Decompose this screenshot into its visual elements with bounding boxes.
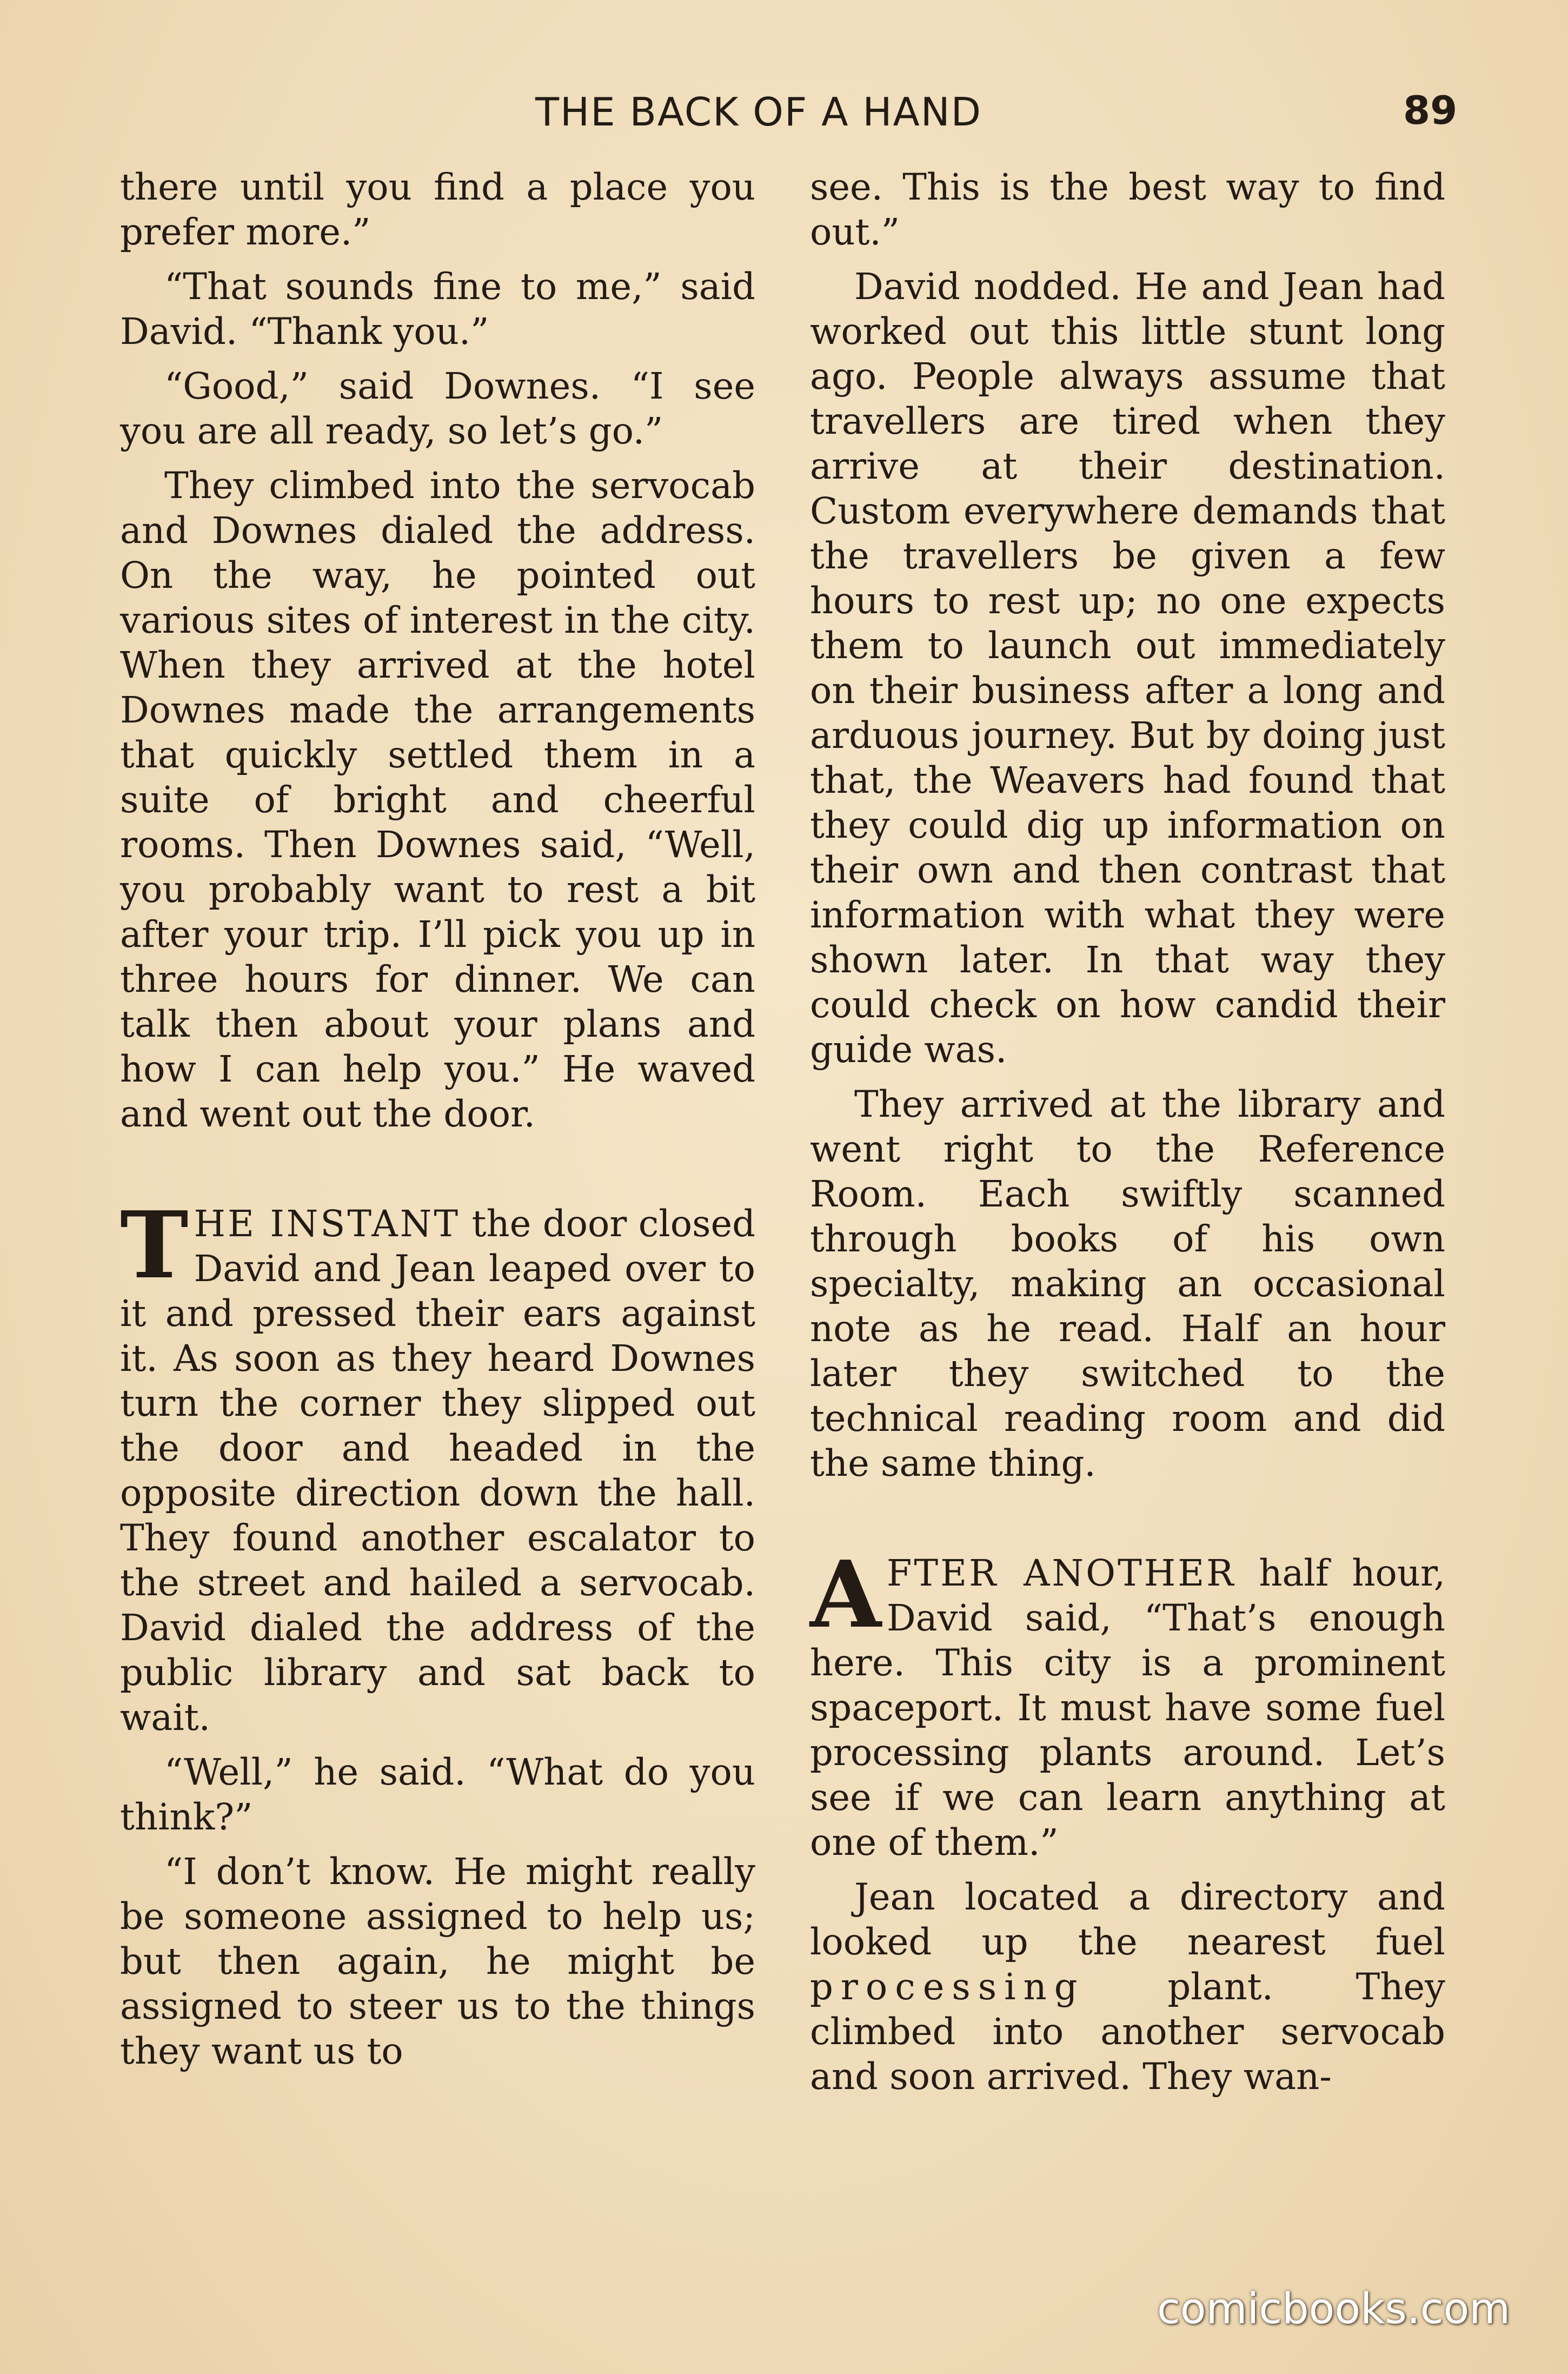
lead-in-caps: FTER ANOTHER <box>886 1552 1236 1594</box>
letterspaced-word: processing <box>810 1966 1085 2008</box>
paragraph-text: plant. They climbed into another servocab and soon arrived. They wan- <box>810 1966 1445 2098</box>
section-opening-paragraph <box>810 1541 1445 1865</box>
running-title: THE BACK OF A HAND <box>535 89 982 135</box>
paragraph: David nodded. He and Jean had worked out this little stunt long ago. People always assume that travellers are tired when they arrive at their destination. Custom everywhere demands that the travellers be given a few hours to rest up; no one expects them to launch out immediately on their business after a long and arduous journey. But by doing just that, the Weavers had found that they could dig up information on their own and then contrast that information with what they were shown later. In that way they could check on how candid their guide was. <box>810 266 1445 1071</box>
right-column <box>810 165 1445 2109</box>
watermark: comicbooks.com <box>1157 2285 1511 2333</box>
paragraph-text: Jean located a directory and looked up the nearest fuel <box>810 1876 1445 1963</box>
paragraph-text: the door closed David and Jean leaped over to it and pressed their ears against it. As soon as they heard Downes turn the corner they slipped out the door and headed in the opposite direction down the hall. They found another escalator to the street and hailed a servocab. David dialed the address of the public library and sat back to wait. <box>120 1203 755 1739</box>
drop-cap: A <box>810 1541 881 1649</box>
paragraph: see. This is the best way to find out.” <box>810 166 1445 253</box>
paragraph: They arrived at the library and went right to the Reference Room. Each swiftly scanned through books of his own specialty, making an occasional note as he read. Half an hour later they switched to the technical reading room and did the same thing. <box>810 1083 1445 1484</box>
page-header <box>0 81 1568 146</box>
paragraph: “Well,” he said. “What do you think?” <box>120 1751 755 1838</box>
paragraph: “Good,” said Downes. “I see you are all ready, so let’s go.” <box>120 365 755 452</box>
page-number: 89 <box>1403 88 1458 133</box>
lead-in-caps: HE INSTANT <box>194 1203 461 1245</box>
drop-cap: T <box>120 1191 189 1299</box>
left-column <box>120 165 755 2084</box>
paragraph: “I don’t know. He might really be someone assigned to help us; but then again, he might be assigned to steer us to the things they want us to <box>120 1851 755 2072</box>
paragraph: “That sounds fine to me,” said David. “Thank you.” <box>120 266 755 353</box>
paragraph: They climbed into the servocab and Downes dialed the address. On the way, he pointed out various sites of interest in the city. When they arrived at the hotel Downes made the arrangements that quickly settled them in a suite of bright and cheerful rooms. Then Downes said, “Well, you probably want to rest a bit after your trip. I’ll pick you up in three hours for dinner. We can talk then about your plans and how I can help you.” He waved and went out the door. <box>120 465 755 1135</box>
paragraph-text: half hour, David said, “That’s enough here. This city is a prominent spaceport. It must have some fuel processing plants around. Let’s see if we can learn anything at one of them.” <box>810 1552 1445 1864</box>
paragraph: there until you find a place you prefer more.” <box>120 166 755 253</box>
paragraph <box>810 1875 1445 2099</box>
section-opening-paragraph <box>120 1191 755 1740</box>
